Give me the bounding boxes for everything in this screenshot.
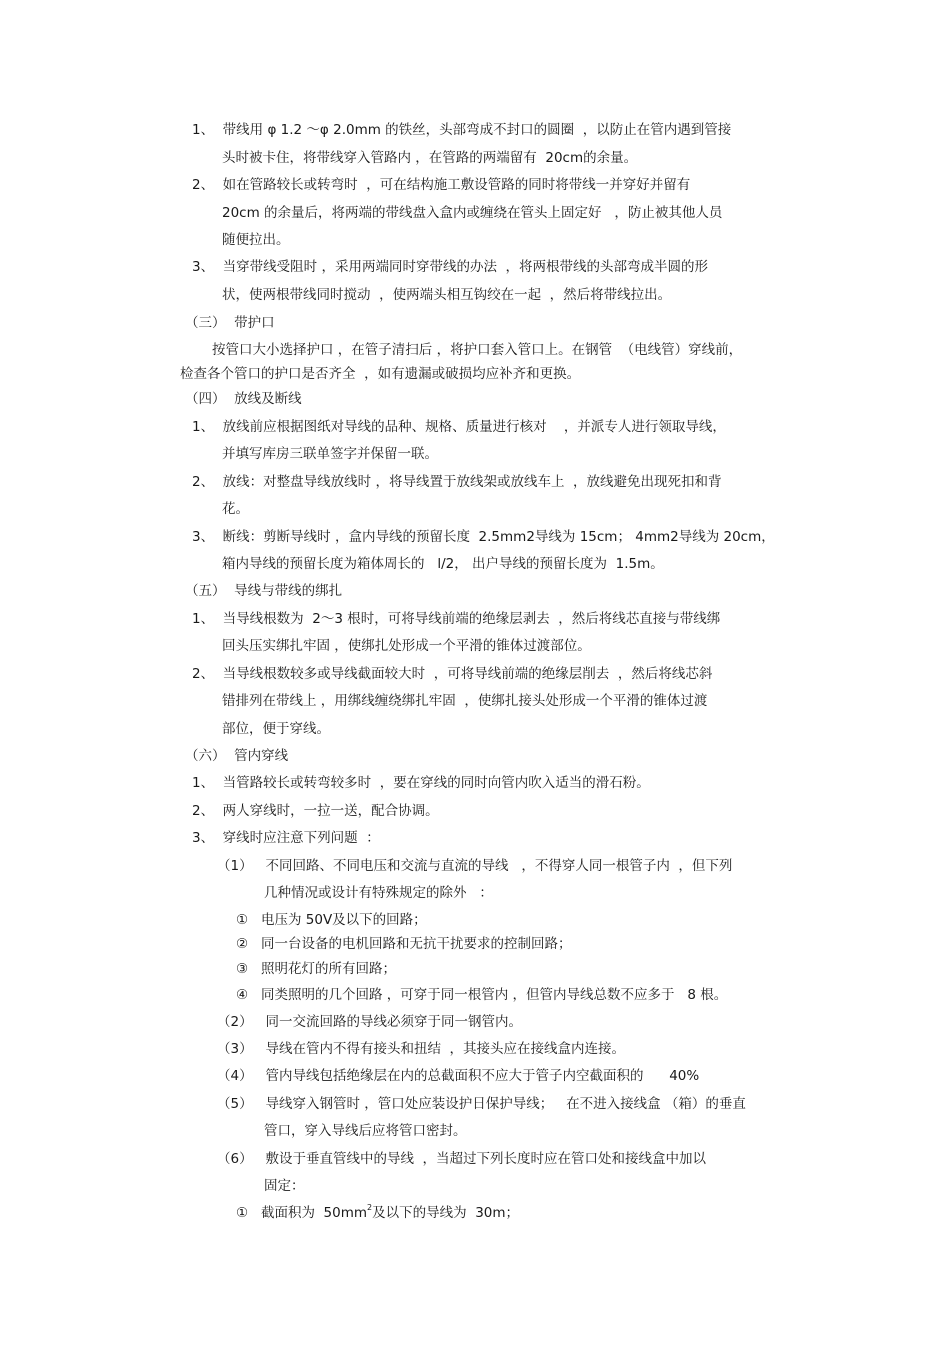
sec4-item-1-line-2: 并填写库房三联单签字并保留一联。: [222, 446, 438, 462]
sec4-item-1-line-1: 1、 放线前应根据图纸对导线的品种、规格、质量进行核对 ，并派专人进行领取导线，: [192, 419, 726, 435]
sub-item-6-circled-1: [236, 1204, 519, 1222]
sub-item-1-line-2: 几种情况或设计有特殊规定的除外 ：: [264, 885, 493, 901]
sub-item-2: （2） 同一交流回路的导线必须穿于同一钢管内。: [217, 1014, 522, 1030]
sec4-item-3-line-1: 3、 断线：剪断导线时 ，盒内导线的预留长度 2.5mm2导线为 15cm； 4mm2导线为 20cm，: [192, 529, 775, 545]
circled-item-3: ③ 照明花灯的所有回路；: [236, 961, 396, 977]
item-1-line-2: 头时被卡住，将带线穿入管路内 ，在管路的两端留有 20cm的余量。: [222, 150, 638, 166]
superscript-2: 2: [367, 1203, 373, 1212]
sec6-item-3: 3、 穿线时应注意下列问题 ：: [192, 830, 380, 846]
sec6-item-2: 2、 两人穿线时，一拉一送，配合协调。: [192, 803, 439, 819]
sec5-item-1-line-1: 1、 当导线根数为 2～3 根时，可将导线前端的绝缘层剥去 ，然后将线芯直接与带线绑: [192, 611, 721, 627]
sub-item-3: （3） 导线在管内不得有接头和扭结 ，其接头应在接线盒内连接。: [217, 1041, 626, 1057]
section-3-para-line-2: 检查各个管口的护口是否齐全 ，如有遗漏或破损均应补齐和更换。: [180, 366, 581, 382]
sub-item-5-line-2: 管口，穿入导线后应将管口密封。: [264, 1123, 467, 1139]
circled-item-2: ② 同一台设备的电机回路和无抗干扰要求的控制回路；: [236, 936, 572, 952]
sec4-item-2-line-2: 花。: [222, 501, 249, 517]
sec5-item-2-line-2: 错排列在带线上 ，用绑线缠绕绑扎牢固 ，使绑扎接头处形成一个平滑的锥体过渡: [222, 693, 708, 709]
section-3-para-line-1: 按管口大小选择护口 ，在管子清扫后 ，将护口套入管口上。在钢管 （电线管）穿线前，: [212, 342, 743, 358]
item-2-line-3: 随便拉出。: [222, 232, 290, 248]
item-2-line-2: 20cm 的余量后，将两端的带线盘入盒内或缠绕在管头上固定好 ，防止被其他人员: [222, 205, 723, 221]
circled-1-text-end: 及以下的导线为 30m；: [372, 1205, 520, 1221]
section-3-heading: （三） 带护口: [185, 315, 275, 331]
item-2-line-1: 2、 如在管路较长或转弯时 ，可在结构施工敷设管路的同时将带线一并穿好并留有: [192, 177, 691, 193]
sub-item-6-line-1: （6） 敷设于垂直管线中的导线 ，当超过下列长度时应在管口处和接线盒中加以: [217, 1151, 707, 1167]
item-3-line-2: 状，使两根带线同时搅动 ，使两端头相互钩绞在一起 ，然后将带线拉出。: [222, 287, 672, 303]
sec5-item-1-line-2: 回头压实绑扎牢固 ，使绑扎处形成一个平滑的锥体过渡部位。: [222, 638, 591, 654]
circled-1-text: ① 截面积为 50mm: [236, 1205, 368, 1221]
sub-item-4: （4） 管内导线包括绝缘层在内的总截面积不应大于管子内空截面积的 40%: [217, 1068, 700, 1084]
circled-item-4: ④ 同类照明的几个回路 ，可穿于同一根管内 ，但管内导线总数不应多于 8 根。: [236, 987, 728, 1003]
sub-item-6-line-2: 固定：: [264, 1178, 305, 1194]
item-3-line-1: 3、 当穿带线受阻时 ，采用两端同时穿带线的办法 ，将两根带线的头部弯成半圆的形: [192, 259, 709, 275]
section-6-heading: （六） 管内穿线: [185, 748, 289, 764]
sec4-item-3-line-2: 箱内导线的预留长度为箱体周长的 l/2， 出户导线的预留长度为 1.5m。: [222, 556, 664, 572]
section-5-heading: （五） 导线与带线的绑扎: [185, 583, 343, 599]
section-4-heading: （四） 放线及断线: [185, 391, 302, 407]
sec6-item-1: 1、 当管路较长或转弯较多时 ，要在穿线的同时向管内吹入适当的滑石粉。: [192, 775, 650, 791]
circled-item-1: ① 电压为 50V及以下的回路；: [236, 912, 427, 928]
sec4-item-2-line-1: 2、 放线：对整盘导线放线时 ，将导线置于放线架或放线车上 ，放线避免出现死扣和背: [192, 474, 722, 490]
item-1-line-1: 1、 带线用 φ 1.2 ～φ 2.0mm 的铁丝，头部弯成不封口的圆圈 ，以防止在管内遇到管接: [192, 122, 732, 138]
sub-item-5-line-1: （5） 导线穿入钢管时 ，管口处应装设护日保护导线； 在不进入接线盒 （箱）的垂直: [217, 1096, 746, 1112]
sec5-item-2-line-3: 部位，便于穿线。: [222, 721, 330, 737]
sec5-item-2-line-1: 2、 当导线根数较多或导线截面较大时 ，可将导线前端的绝缘层削去 ，然后将线芯斜: [192, 666, 713, 682]
sub-item-1-line-1: （1） 不同回路、不同电压和交流与直流的导线 ，不得穿人同一根管子内 ，但下列: [217, 858, 733, 874]
